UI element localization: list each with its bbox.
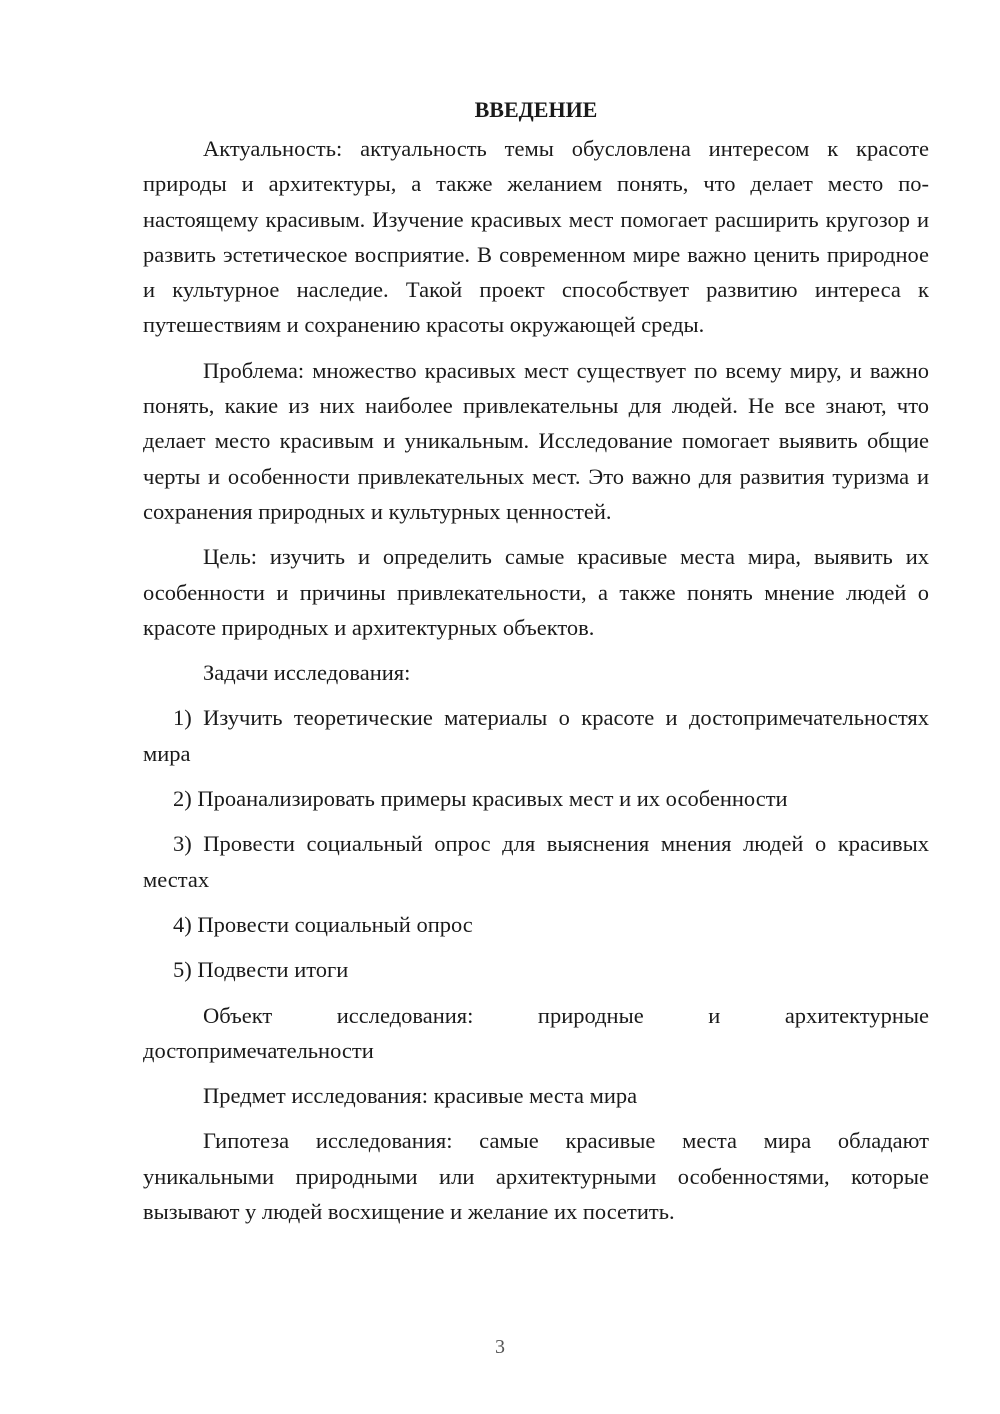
task-item-3: 3) Провести социальный опрос для выяснения мнения людей о красивых местах [143, 831, 929, 892]
document-page [143, 93, 929, 1229]
task-item-4: 4) Провести социальный опрос [173, 911, 473, 937]
paragraph-relevance: Актуальность: актуальность темы обусловлена интересом к красоте природы и архитектуры, а также желанием понять, что делает место по-настоящему красивым. Изучение красивых мест помогает расширить кругозор и развить эстетическое восприятие. В современном мире важно ценить природное и культурное наследие. Такой проект способствует развитию интереса к путешествиям и сохранению красоты окружающей среды. [143, 136, 929, 338]
task-item-2: 2) Проанализировать примеры красивых мест и их особенности [173, 786, 788, 812]
task-item-1: 1) Изучить теоретические материалы о красоте и достопримечательностях мира [143, 705, 929, 766]
paragraph-problem: Проблема: множество красивых мест существует по всему миру, и важно понять, какие из них наиболее привлекательны для людей. Не все знают, что делает место красивым и уникальным. Исследование помогает выявить общие черты и особенности привлекательных мест. Это важно для развития туризма и сохранения природных и культурных ценностей. [143, 357, 929, 524]
page-number: 3 [495, 1336, 505, 1358]
page-title: ВВЕДЕНИЕ [474, 97, 598, 122]
paragraph-hypothesis: Гипотеза исследования: самые красивые места мира обладают уникальными природными или архитектурными особенностями, которые вызывают у людей восхищение и желание их посетить. [143, 1128, 929, 1225]
paragraph-subject: Предмет исследования: красивые места мира [203, 1083, 638, 1109]
paragraph-goal: Цель: изучить и определить самые красивые места мира, выявить их особенности и причины привлекательности, а также понять мнение людей о красоте природных и архитектурных объектов. [143, 544, 929, 640]
tasks-heading: Задачи исследования: [203, 660, 411, 686]
paragraph-object: Объект исследования: природные и архитектурные достопримечательности [143, 1002, 929, 1063]
task-item-5: 5) Подвести итоги [173, 957, 349, 983]
